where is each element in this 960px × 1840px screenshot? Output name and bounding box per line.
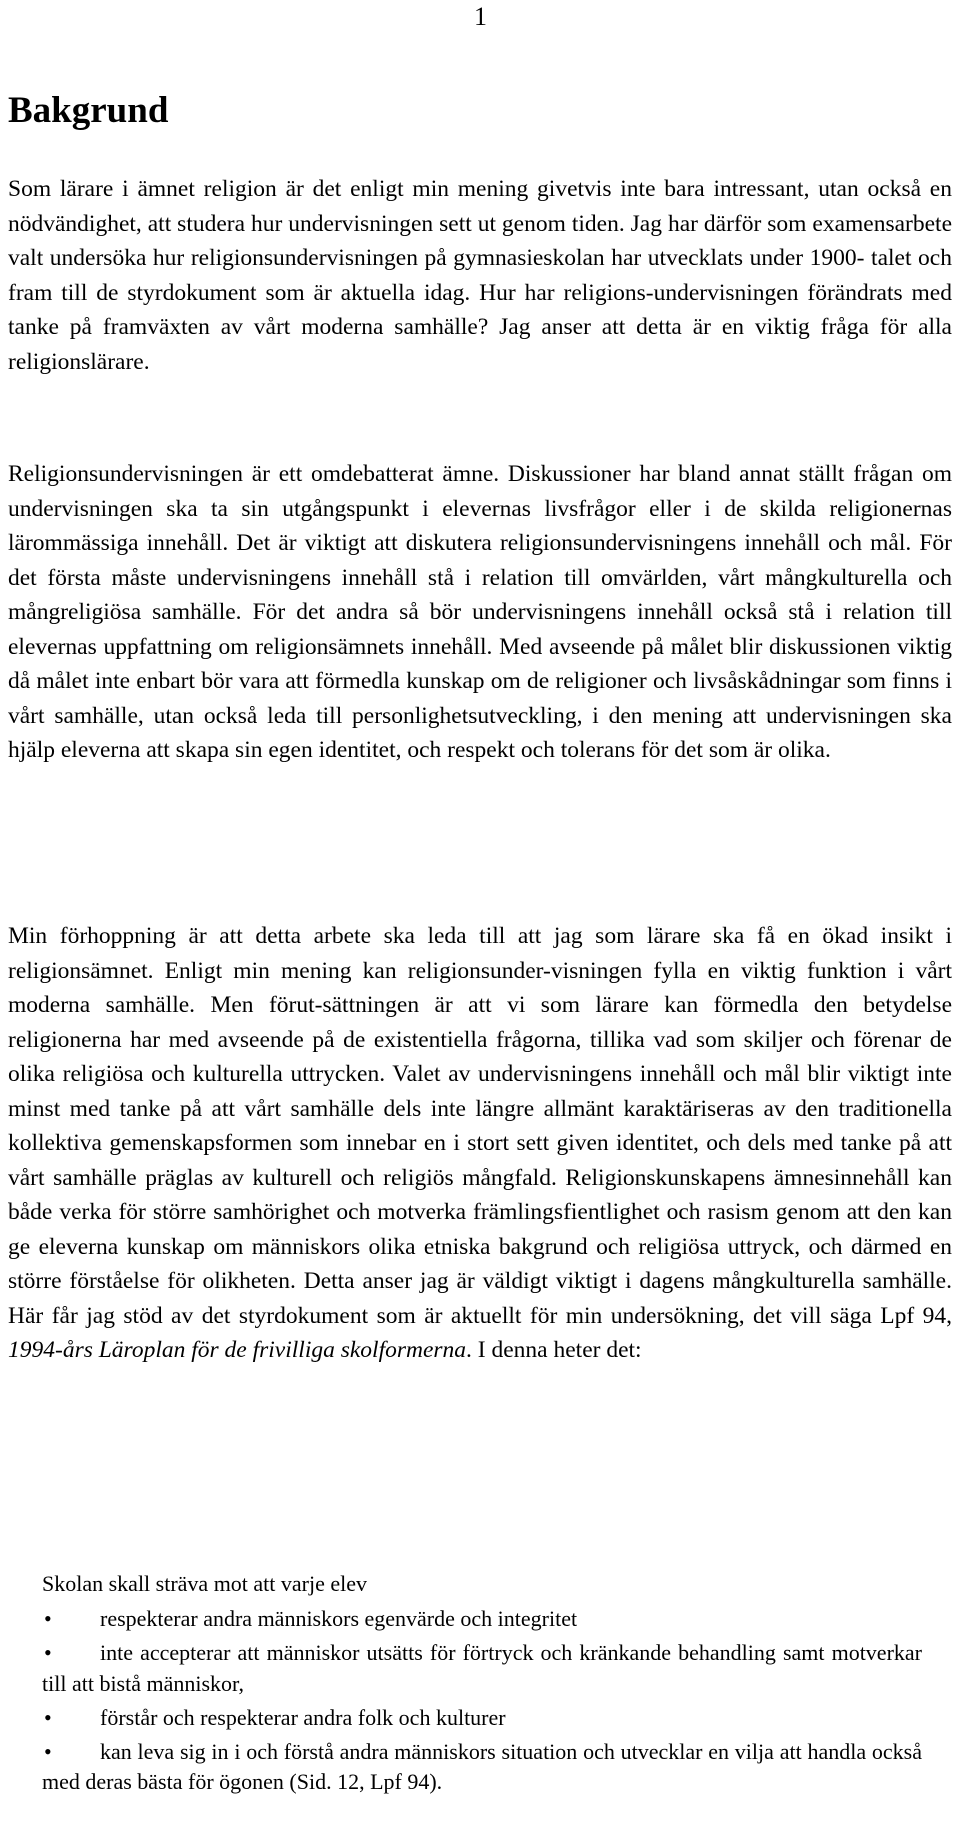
list-item: [42, 1703, 922, 1734]
bullet-icon: •: [44, 1704, 52, 1730]
paragraph-hope-ending: . I denna heter det:: [466, 1337, 642, 1363]
quote-bullet-list: [42, 1604, 922, 1801]
bullet-icon: •: [44, 1606, 52, 1631]
list-item: [42, 1737, 922, 1798]
paragraph-intro: Som lärare i ämnet religion är det enligt min mening givetvis inte bara intressant, utan också en nödvändighet, att studera hur undervisningen sett ut genom tiden. Jag har därför som examensarbete valt undersöka hur religionsundervisningen på gymnasieskolan har utvecklats under 1900- talet och fram till de styrdokument som är aktuella idag. Hur har religions-undervisningen förändrats med tanke på framväxten av vårt moderna samhälle? Jag anser att detta är en viktig fråga för alla religionslärare.: [8, 176, 952, 375]
list-item-text: kan leva sig in i och förstå andra människors situation och utvecklar en vilja att handla också med deras bästa för ögonen (Sid. 12, Lpf 94).: [42, 1738, 922, 1794]
list-item-text: förstår och respekterar andra folk och kulturer: [100, 1704, 506, 1730]
bullet-icon: •: [44, 1640, 52, 1665]
list-item-text: inte accepterar att människor utsätts för förtryck och kränkande behandling samt motverkar till att bistå människor,: [42, 1640, 922, 1696]
curriculum-title: 1994-års Läroplan för de frivilliga skolformerna: [8, 1337, 467, 1363]
section-heading: Bakgrund: [8, 90, 169, 131]
paragraph-hope: [8, 919, 952, 1368]
paragraph-hope-text: Min förhoppning är att detta arbete ska leda till att jag som lärare ska få en ökad insikt i religionsämnet. Enligt min mening kan religionsunder-visningen fylla en viktig funktion i vårt moderna samhälle. Men förut-sättningen är att vi som lärare kan förmedla den betydelse religionerna har med avseende på de existentiella frågorna, tillika vad som skiljer och förenar de olika religiösa och kulturella uttrycken. Valet av undervisningens innehåll och mål blir viktigt inte minst med tanke på att vårt samhälle dels inte längre allmänt karaktäriseras av den traditionella kollektiva gemenskapsformen som innebar en i stort sett given identitet, och dels med tanke på att vårt samhälle präglas av kulturell och religiös mångfald. Religionskunskapens ämnesinnehåll kan både verka för större samhörighet och motverka främlingsfientlighet och rasism genom att den kan ge eleverna kunskap om människors olika etniska bakgrund och religiösa uttryck, och därmed en större förståelse för olikheten. Detta anser jag är väldigt viktigt i dagens mångkulturella samhälle. Här får jag stöd av det styrdokument som är aktuellt för min undersökning, det vill säga Lpf 94,: [8, 923, 952, 1329]
list-item: [42, 1638, 922, 1699]
list-item: [42, 1604, 922, 1635]
bullet-icon: •: [44, 1738, 52, 1764]
list-item-text: respekterar andra människors egenvärde och integritet: [100, 1606, 578, 1631]
quote-intro: Skolan skall sträva mot att varje elev: [42, 1571, 368, 1596]
page-number: 1: [474, 2, 487, 31]
paragraph-debate: Religionsundervisningen är ett omdebatterat ämne. Diskussioner har bland annat ställt frågan om undervisningen ska ta sin utgångspunkt i elevernas livsfrågor eller i de skilda religionernas lärommässiga innehåll. Det är viktigt att diskutera religionsundervisningens innehåll och mål. För det första måste undervisningens innehåll stå i relation till omvärlden, vårt mångkulturella och mångreligiösa samhälle. För det andra så bör undervisningens innehåll också stå i relation till elevernas uppfattning om religionsämnets innehåll. Med avseende på målet blir diskussionen viktig då målet inte enbart bör vara att förmedla kunskap om de religioner och livsåskådningar som finns i vårt samhälle, utan också leda till personlighetsutveckling, i den mening att undervisningen ska hjälp eleverna att skapa sin egen identitet, och respekt och tolerans för det som är olika.: [8, 461, 952, 763]
